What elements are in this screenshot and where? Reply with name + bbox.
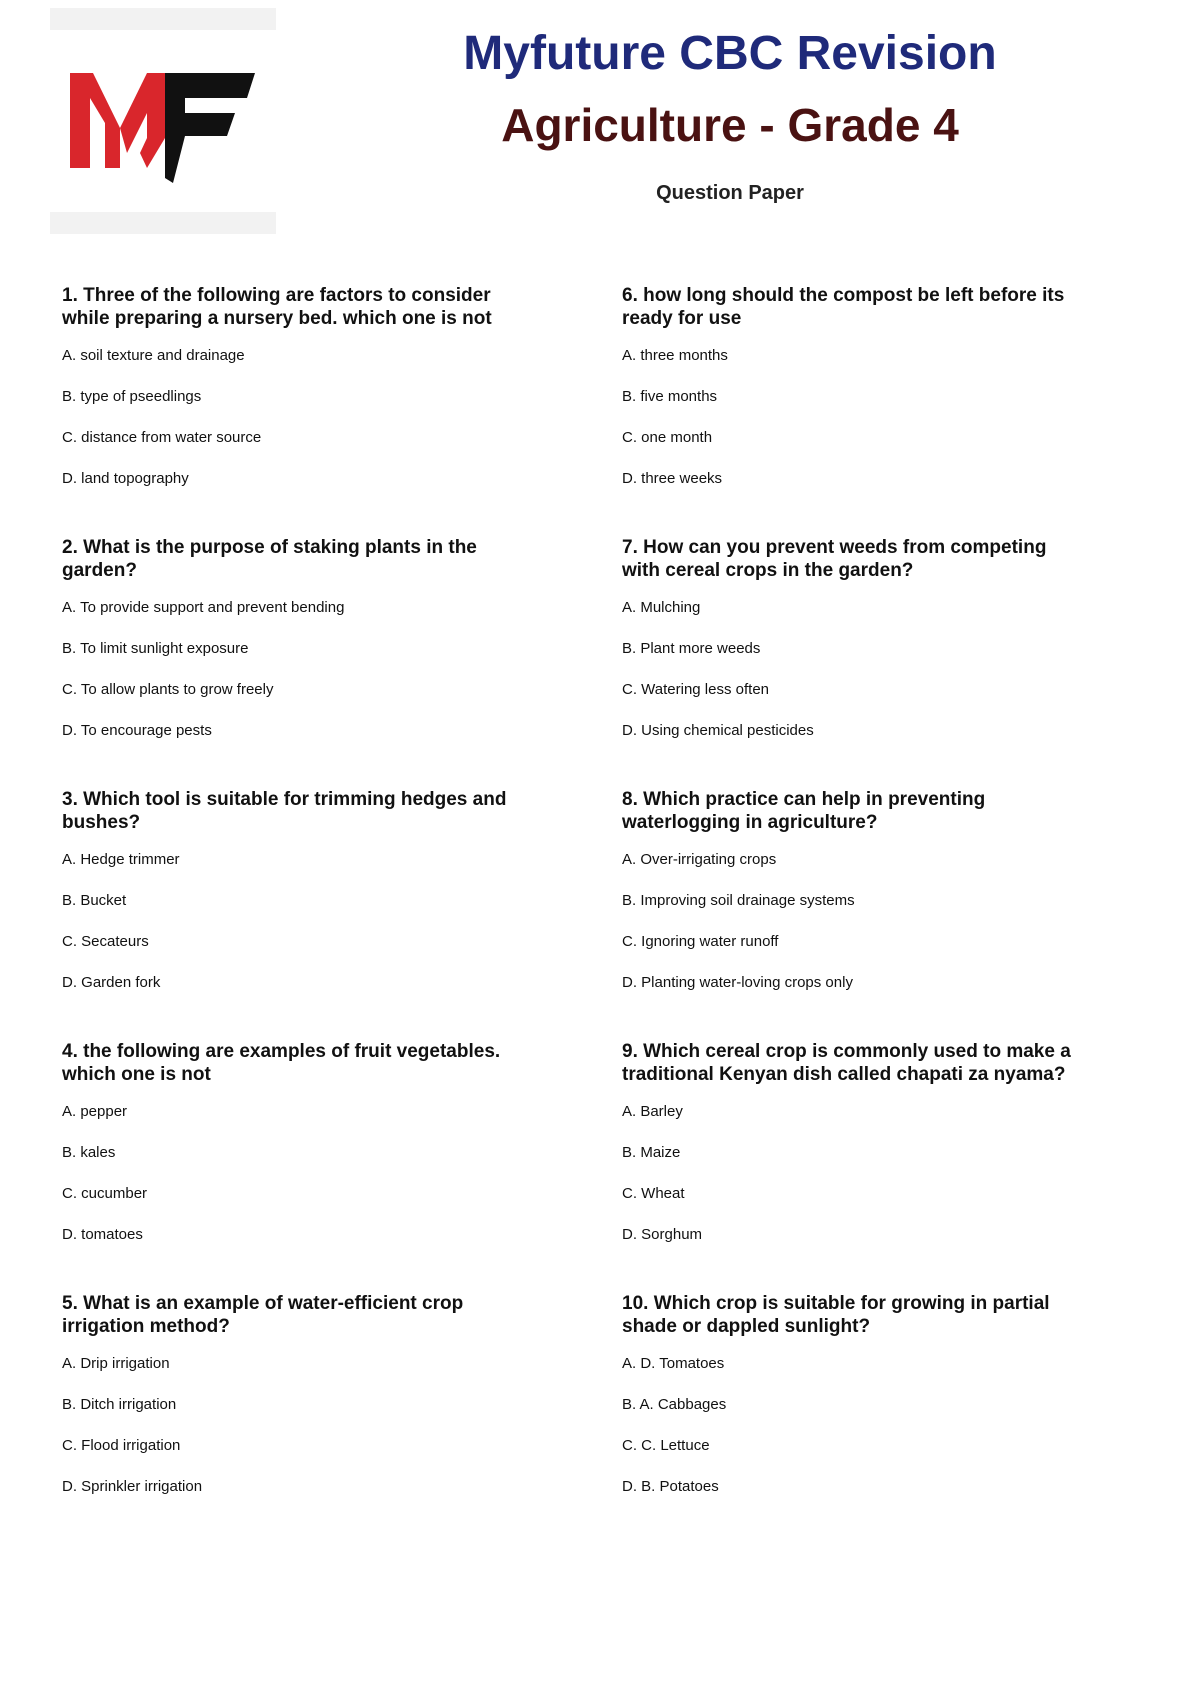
logo xyxy=(50,8,276,234)
questions-left-column xyxy=(62,284,532,1544)
option-a: A. Barley xyxy=(622,1103,683,1120)
option-a: A. To provide support and prevent bending xyxy=(62,599,345,616)
question-1 xyxy=(62,284,532,510)
option-c: C. Ignoring water runoff xyxy=(622,933,779,950)
option-d: D. Sorghum xyxy=(622,1226,703,1243)
option-c: C. Flood irrigation xyxy=(62,1437,181,1454)
mf-logo-icon xyxy=(65,58,265,188)
page-title: Myfuture CBC Revision xyxy=(463,27,997,80)
question-text: 1. Three of the following are factors to consider while preparing a nursery bed. which one is not xyxy=(62,285,492,329)
option-a: A. D. Tomatoes xyxy=(622,1355,725,1372)
option-b: B. Bucket xyxy=(62,892,127,909)
question-5 xyxy=(62,1292,532,1518)
question-text: 7. How can you prevent weeds from competing with cereal crops in the garden? xyxy=(622,537,1047,581)
option-d: D. To encourage pests xyxy=(62,722,212,739)
option-d: D. land topography xyxy=(62,470,189,487)
option-b: B. A. Cabbages xyxy=(622,1396,727,1413)
option-c: C. Secateurs xyxy=(62,933,149,950)
question-text: 8. Which practice can help in preventing waterlogging in agriculture? xyxy=(622,789,986,833)
option-b: B. Plant more weeds xyxy=(622,640,761,657)
option-d: D. Sprinkler irrigation xyxy=(62,1478,203,1495)
question-text: 9. Which cereal crop is commonly used to make a traditional Kenyan dish called chapati za nyama? xyxy=(622,1041,1071,1085)
question-7 xyxy=(622,536,1082,762)
option-a: A. soil texture and drainage xyxy=(62,347,245,364)
questions-right-column xyxy=(622,284,1082,1544)
option-b: B. Maize xyxy=(622,1144,681,1161)
question-10 xyxy=(622,1292,1082,1518)
option-c: C. Watering less often xyxy=(622,681,770,698)
option-b: B. five months xyxy=(622,388,718,405)
option-d: D. tomatoes xyxy=(62,1226,143,1243)
option-c: C. cucumber xyxy=(62,1185,148,1202)
option-a: A. Hedge trimmer xyxy=(62,851,180,868)
question-text: 4. the following are examples of fruit vegetables. which one is not xyxy=(62,1041,501,1085)
option-b: B. Improving soil drainage systems xyxy=(622,892,855,909)
option-b: B. To limit sunlight exposure xyxy=(62,640,249,657)
question-4 xyxy=(62,1040,532,1266)
question-9 xyxy=(622,1040,1082,1266)
option-b: B. type of pseedlings xyxy=(62,388,202,405)
option-c: C. one month xyxy=(622,429,713,446)
option-c: C. C. Lettuce xyxy=(622,1437,710,1454)
logo-band-top xyxy=(50,8,276,30)
question-3 xyxy=(62,788,532,1014)
option-d: D. Using chemical pesticides xyxy=(622,722,814,739)
question-text: 10. Which crop is suitable for growing in partial shade or dappled sunlight? xyxy=(622,1293,1050,1337)
logo-band-bottom xyxy=(50,212,276,234)
option-b: B. Ditch irrigation xyxy=(62,1396,177,1413)
option-a: A. Drip irrigation xyxy=(62,1355,170,1372)
question-text: 3. Which tool is suitable for trimming hedges and bushes? xyxy=(62,789,507,833)
paper-type-label: Question Paper xyxy=(656,182,804,204)
option-d: D. B. Potatoes xyxy=(622,1478,719,1495)
question-text: 2. What is the purpose of staking plants in the garden? xyxy=(62,537,477,581)
question-8 xyxy=(622,788,1082,1014)
option-a: A. three months xyxy=(622,347,728,364)
question-text: 5. What is an example of water-efficient crop irrigation method? xyxy=(62,1293,464,1337)
subject-title: Agriculture - Grade 4 xyxy=(501,99,959,151)
question-text: 6. how long should the compost be left before its ready for use xyxy=(622,285,1065,329)
option-c: C. Wheat xyxy=(622,1185,685,1202)
option-a: A. pepper xyxy=(62,1103,128,1120)
option-a: A. Over-irrigating crops xyxy=(622,851,777,868)
option-b: B. kales xyxy=(62,1144,116,1161)
option-c: C. To allow plants to grow freely xyxy=(62,681,274,698)
question-2 xyxy=(62,536,532,762)
option-c: C. distance from water source xyxy=(62,429,262,446)
option-d: D. Planting water-loving crops only xyxy=(622,974,853,991)
option-d: D. Garden fork xyxy=(62,974,161,991)
option-a: A. Mulching xyxy=(622,599,701,616)
question-6 xyxy=(622,284,1082,510)
option-d: D. three weeks xyxy=(622,470,723,487)
